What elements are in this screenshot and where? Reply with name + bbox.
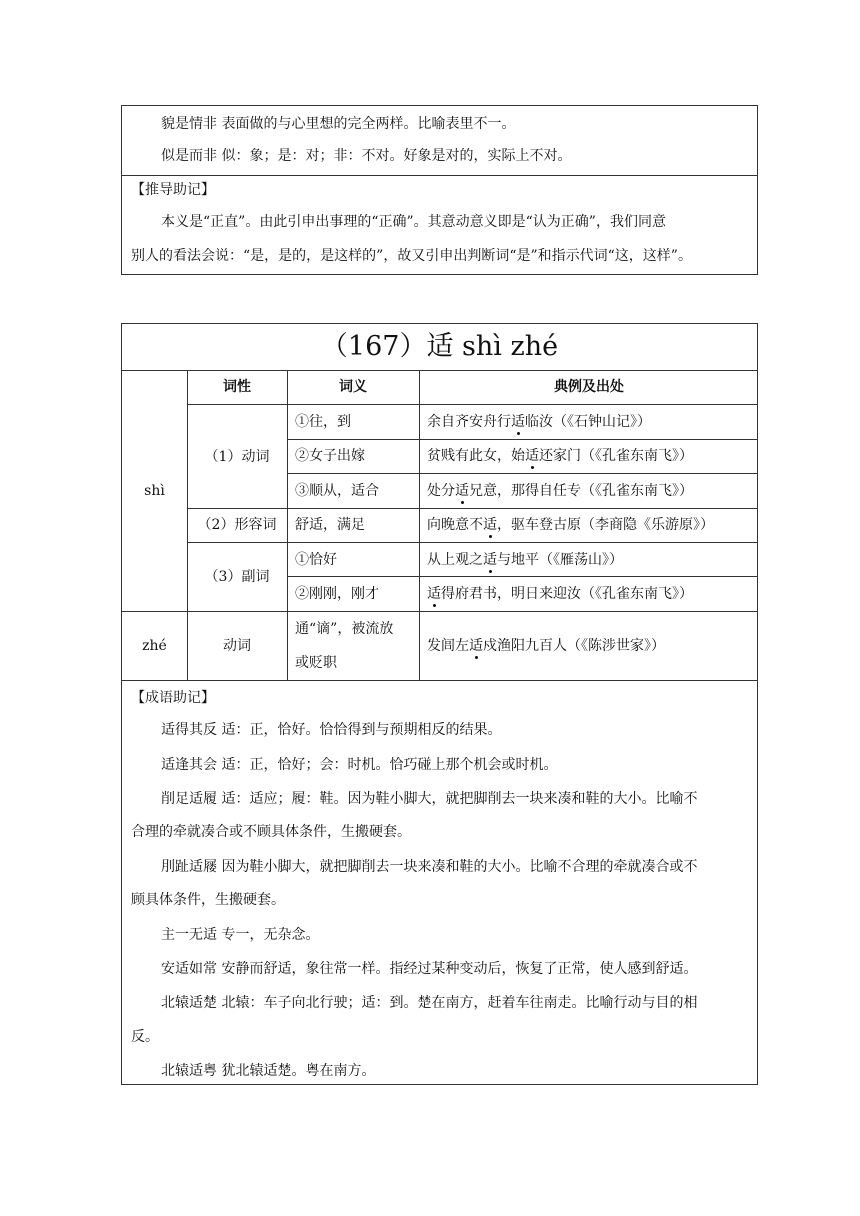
divider [122,680,757,681]
divider [187,508,758,509]
pos-zhe-verb: 动词 [223,638,251,654]
divider [187,542,758,543]
header-example: 典例及出处 [554,379,624,395]
example-text: 戍渔阳九百人（《陈涉世家》） [483,638,665,654]
highlighted-char: 适 [511,414,525,430]
idiom-line: 适逢其会 适：正，恰好；会：时机。恰巧碰上那个机会或时机。 [161,757,558,773]
idiom-line: 安适如常 安静而舒适，象往常一样。指经过某种变动后，恢复了正常，使人感到舒适。 [161,961,698,977]
memo-line: 别人的看法会说：“是，是的，是这样的”，故又引申出判断词“是”和指示代词“这，这样”。 [131,248,692,264]
meaning: 或贬职 [295,655,337,671]
idiom-heading: 【成语助记】 [131,690,215,706]
idiom-line: 貌是情非 表面做的与心里想的完全两样。比喻表里不一。 [161,116,516,132]
divider [287,576,758,577]
header-pos: 词性 [223,379,251,395]
highlighted-char: 适 [469,638,483,654]
pos-adjective: （2）形容词 [197,517,277,533]
example-text: 向晚意不 [427,517,483,533]
divider [287,370,288,680]
pronunciation-shi: shì [144,483,165,499]
meaning: 通“谪”，被流放 [295,621,394,637]
example-text: 处分 [427,483,455,499]
example-text: 得府君书，明日来迎汝（《孔雀东南飞》） [441,586,693,602]
highlighted-char: 适 [483,517,497,533]
entry-table [121,323,758,1085]
divider [122,175,757,176]
meaning: ②女子出嫁 [295,448,365,464]
example [427,515,714,535]
idiom-line: 北辕适楚 北辕：车子向北行驶；适：到。楚在南方，赶着车往南走。比喻行动与目的相 [161,995,698,1011]
highlighted-char: 适 [525,448,539,464]
example-text: 从上观之 [427,552,483,568]
example [427,636,665,656]
idiom-line: 北辕适粤 犹北辕适楚。粤在南方。 [161,1063,376,1079]
divider [287,473,758,474]
divider [122,370,757,371]
pos-adverb: （3）副词 [204,569,270,585]
meaning: ①往，到 [295,414,351,430]
pronunciation-zhe: zhé [142,638,167,654]
idiom-line: 刖趾适屦 因为鞋小脚大，就把脚削去一块来凑和鞋的大小。比喻不合理的牵就凑合或不 [161,859,698,875]
example-text: 与地平（《雁荡山》） [497,552,623,568]
idiom-line: 似是而非 似：象；是：对；非：不对。好象是对的，实际上不对。 [161,148,572,164]
memo-heading: 【推导助记】 [131,182,215,198]
highlighted-char: 适 [427,586,441,602]
divider [122,611,757,612]
example-text: 兄意，那得自任专（《孔雀东南飞》） [469,483,693,499]
example-text: 余自齐安舟行 [427,414,511,430]
idiom-line: 主一无适 专一，无杂念。 [161,927,320,943]
example [427,550,623,570]
idiom-line: 顾具体条件，生搬硬套。 [131,892,285,908]
example-text: 发闾左 [427,638,469,654]
example-text: 还家门（《孔雀东南飞》） [539,448,693,464]
example [427,446,693,466]
idiom-line: 适得其反 适：正，恰好。恰恰得到与预期相反的结果。 [161,722,502,738]
example [427,584,693,604]
divider [419,370,420,680]
idiom-line: 削足适履 适：适应；履：鞋。因为鞋小脚大，就把脚削去一块来凑和鞋的大小。比喻不 [161,791,698,807]
highlighted-char: 适 [483,552,497,568]
highlighted-char: 适 [455,483,469,499]
pos-verb: （1）动词 [204,449,270,465]
idiom-line: 反。 [131,1029,159,1045]
divider [187,404,758,405]
meaning: ①恰好 [295,552,337,568]
divider [287,439,758,440]
entry-title: （167）适 shì zhé [320,331,559,362]
meaning: ②刚刚，刚才 [295,586,379,602]
example [427,412,651,432]
example-text: 临汝（《石钟山记》） [525,414,651,430]
example-text: 贫贱有此女，始 [427,448,525,464]
meaning: 舒适，满足 [295,517,365,533]
header-meaning: 词义 [339,379,367,395]
top-section [121,105,758,275]
meaning: ③顺从，适合 [295,483,379,499]
example [427,481,693,501]
idiom-line: 合理的牵就凑合或不顾具体条件，生搬硬套。 [131,824,411,840]
example-text: ，驱车登古原（李商隐《乐游原》） [497,517,714,533]
memo-line: 本义是“正直”。由此引申出事理的“正确”。其意动意义即是“认为正确”，我们同意 [161,214,666,230]
